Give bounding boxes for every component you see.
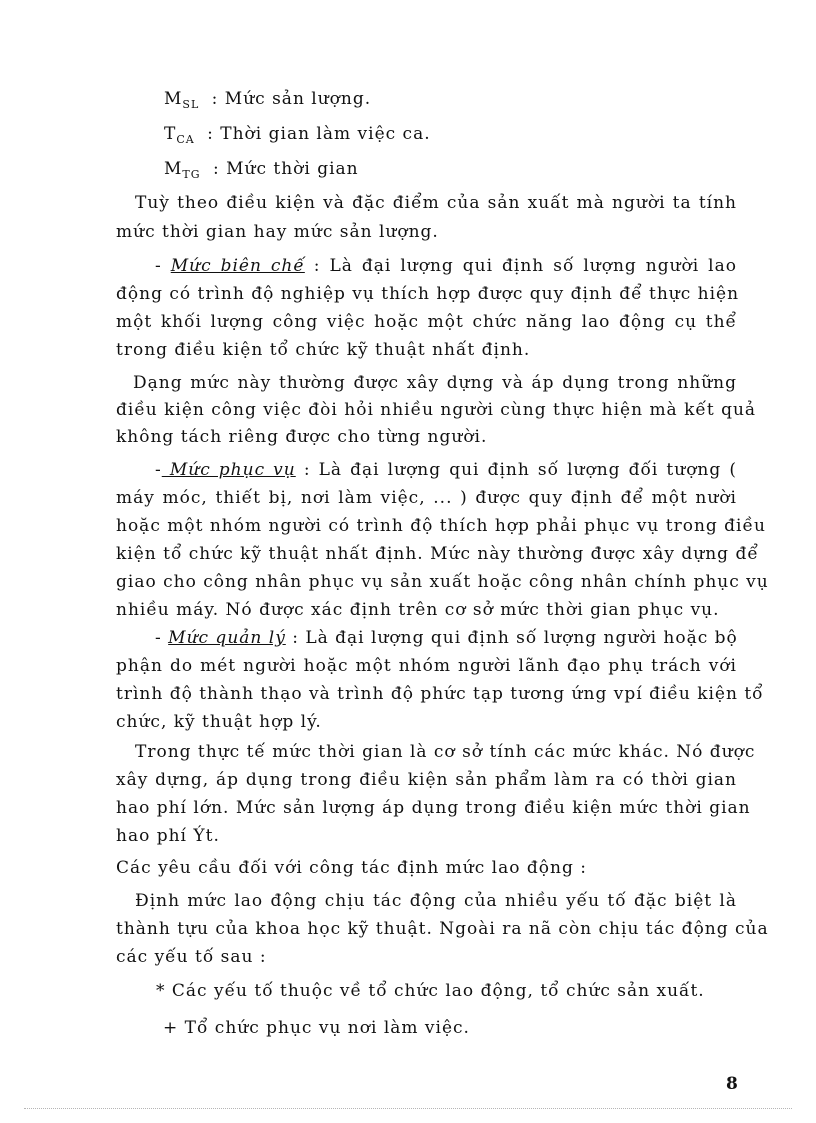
- page-number: 8: [726, 1074, 739, 1094]
- paragraph-line: giao cho công nhân phục vụ sản xuất hoặc công nhân chính phục vụ: [116, 572, 769, 592]
- paragraph-line: Tuỳ theo điều kiện và đặc điểm của sản xuất mà người ta tính: [135, 193, 737, 213]
- paragraph-line: phận do mét người hoặc một nhóm người lãnh đạo phụ trách với: [116, 656, 737, 676]
- term-phuc-vu: Mức phục vụ: [161, 460, 296, 480]
- symbol: $M_{SL}$: [164, 89, 200, 111]
- paragraph-line: động có trình độ nghiệp vụ thích hợp được quy định để thực hiện: [116, 284, 740, 304]
- paragraph-line: máy móc, thiết bị, nơi làm việc, ... ) được quy định để một nười: [116, 488, 737, 508]
- paragraph-line: hoặc một nhóm người có trình độ thích hợp phải phục vụ trong điều: [116, 516, 766, 536]
- paragraph-line: Dạng mức này thường được xây dựng và áp dụng trong những: [133, 373, 737, 393]
- paragraph-line: trong điều kiện tổ chức kỹ thuật nhất định.: [116, 340, 531, 360]
- paragraph-line: không tách riêng được cho từng người.: [116, 427, 488, 447]
- paragraph-line: nhiều máy. Nó được xác định trên cơ sở mức thời gian phục vụ.: [116, 600, 720, 620]
- section-heading: Các yêu cầu đối với công tác định mức lao động :: [116, 858, 587, 878]
- symbol: $T_{CA}$: [164, 124, 195, 146]
- definition-text: : Mức sản lượng.: [211, 89, 372, 109]
- paragraph-line: kiện tổ chức kỹ thuật nhất định. Mức này thường được xây dựng để: [116, 544, 759, 564]
- term-line-quan-ly: - Mức quản lý : Là đại lượng qui định số lượng người hoặc bộ: [155, 628, 738, 648]
- term-line-phuc-vu: - Mức phục vụ : Là đại lượng qui định số lượng đối tượng (: [155, 460, 737, 480]
- paragraph-line: thành tựu của khoa học kỹ thuật. Ngoài ra nã còn chịu tác động của: [116, 919, 769, 939]
- paragraph-line: Trong thực tế mức thời gian là cơ sở tính các mức khác. Nó được: [135, 742, 756, 762]
- footer-divider: [24, 1108, 792, 1109]
- symbol: $M_{TG}$: [164, 159, 201, 181]
- definition-text: : Thời gian làm việc ca.: [207, 124, 431, 144]
- paragraph-line: các yếu tố sau :: [116, 947, 267, 967]
- term-quan-ly: Mức quản lý: [168, 628, 286, 648]
- paragraph-line: chức, kỹ thuật hợp lý.: [116, 712, 322, 732]
- paragraph-line: hao phí lớn. Mức sản lượng áp dụng trong điều kiện mức thời gian: [116, 798, 751, 818]
- paragraph-line: trình độ thành thạo và trình độ phức tạp tương ứng vpí điều kiện tổ: [116, 684, 764, 704]
- bullet-item: + Tổ chức phục vụ nơi làm việc.: [163, 1018, 470, 1038]
- paragraph-line: hao phí Ýt.: [116, 826, 220, 846]
- paragraph-line: điều kiện công việc đòi hỏi nhiều người cùng thực hiện mà kết quả: [116, 400, 757, 420]
- paragraph-line: một khối lượng công việc hoặc một chức năng lao động cụ thể: [116, 312, 737, 332]
- definition-mtg: [164, 158, 359, 186]
- paragraph-line: mức thời gian hay mức sản lượng.: [116, 222, 439, 242]
- paragraph-line: Định mức lao động chịu tác động của nhiều yếu tố đặc biệt là: [135, 891, 737, 911]
- term-bien-che: Mức biên chế: [170, 256, 305, 276]
- definition-text: : Mức thời gian: [212, 159, 359, 179]
- term-line-bien-che: - Mức biên chế : Là đại lượng qui định số lượng người lao: [155, 256, 737, 276]
- bullet-item: * Các yếu tố thuộc về tổ chức lao động, tổ chức sản xuất.: [156, 981, 705, 1001]
- definition-msl: [164, 88, 371, 116]
- definition-tca: [164, 123, 431, 151]
- paragraph-line: xây dựng, áp dụng trong điều kiện sản phẩm làm ra có thời gian: [116, 770, 737, 790]
